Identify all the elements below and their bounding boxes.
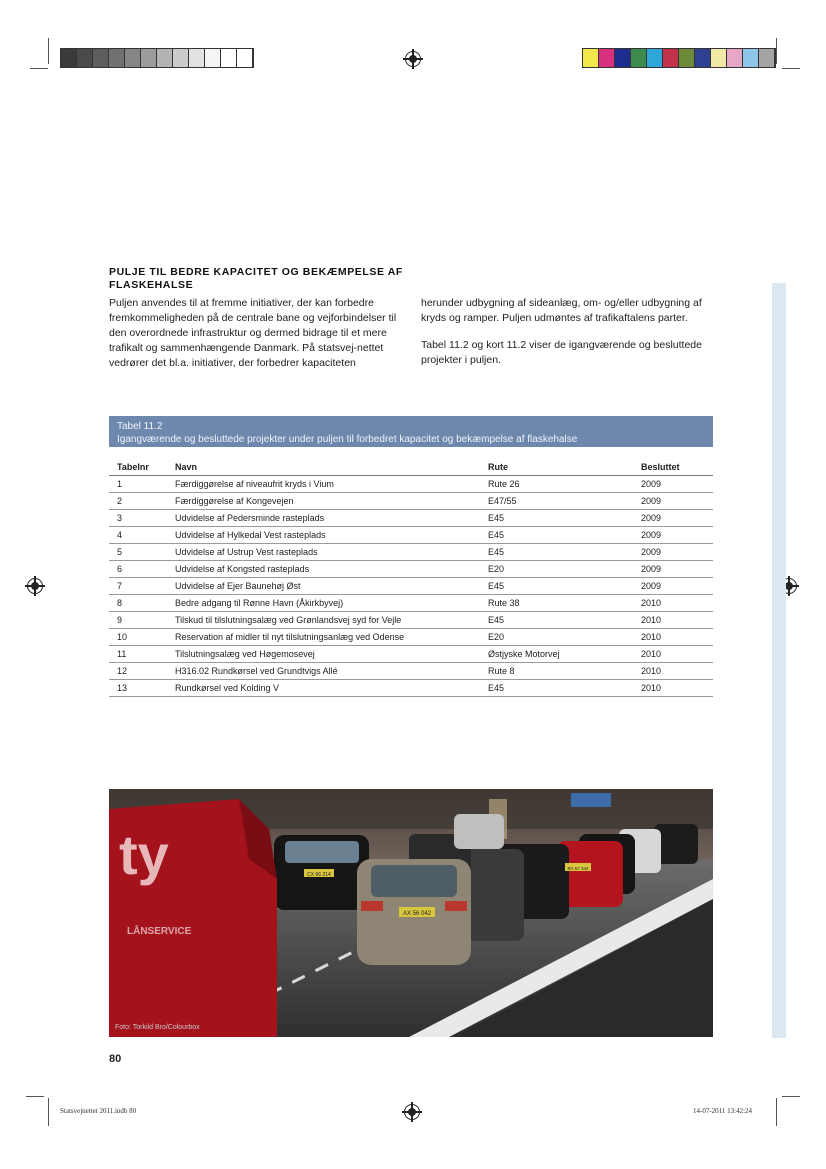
page-number: 80 — [109, 1053, 122, 1065]
table-cell: 10 — [109, 629, 167, 646]
table-cell: 1 — [109, 476, 167, 493]
table-cell: Udvidelse af Kongsted rasteplads — [167, 561, 480, 578]
calibration-swatch — [711, 49, 727, 67]
paragraph: Tabel 11.2 og kort 11.2 viser de igangværende og besluttede projekter i puljen. — [421, 339, 702, 366]
calibration-swatch — [695, 49, 711, 67]
calibration-swatch — [93, 49, 109, 67]
calibration-swatch — [173, 49, 189, 67]
body-text-right-column — [421, 296, 715, 380]
table-row — [109, 493, 713, 510]
table-row — [109, 663, 713, 680]
table-cell: 4 — [109, 527, 167, 544]
table-cell: 2009 — [633, 544, 713, 561]
table-cell: 13 — [109, 680, 167, 697]
traffic-photo-illustration — [109, 789, 713, 1037]
table-row — [109, 527, 713, 544]
calibration-swatch — [631, 49, 647, 67]
calibration-swatch — [615, 49, 631, 67]
table-cell: Rute 38 — [480, 595, 633, 612]
table-cell: H316.02 Rundkørsel ved Grundtvigs Allé — [167, 663, 480, 680]
table-cell: 9 — [109, 612, 167, 629]
table-row — [109, 612, 713, 629]
table-cell: Tilskud til tilslutningsalæg ved Grønlandsvej syd for Vejle — [167, 612, 480, 629]
calibration-swatch — [109, 49, 125, 67]
table-cell: Rute 26 — [480, 476, 633, 493]
column-header: Navn — [167, 459, 480, 476]
print-slug-right: 14-07-2011 13:42:24 — [693, 1107, 753, 1115]
table-cell: Bedre adgang til Rønne Havn (Åkirkbyvej) — [167, 595, 480, 612]
table-cell: Udvidelse af Hylkedal Vest rasteplads — [167, 527, 480, 544]
table-row — [109, 561, 713, 578]
table-cell: Udvidelse af Ustrup Vest rasteplads — [167, 544, 480, 561]
table-row — [109, 510, 713, 527]
table-cell: E45 — [480, 612, 633, 629]
table-cell: E45 — [480, 680, 633, 697]
calibration-swatch — [727, 49, 743, 67]
registration-mark-icon — [405, 51, 421, 67]
column-header: Rute — [480, 459, 633, 476]
table-label: Tabel 11.2 — [117, 421, 163, 432]
calibration-swatch — [77, 49, 93, 67]
section-heading: PULJE TIL BEDRE KAPACITET OG BEKÆMPELSE AF FLASKEHALSE — [109, 266, 403, 291]
table-row — [109, 476, 713, 493]
table-cell: 2010 — [633, 663, 713, 680]
table-cell: 2009 — [633, 561, 713, 578]
table-cell: 2010 — [633, 629, 713, 646]
table-cell: 11 — [109, 646, 167, 663]
table-cell: E45 — [480, 527, 633, 544]
column-header: Tabelnr — [109, 459, 167, 476]
calibration-swatch — [647, 49, 663, 67]
table-row — [109, 578, 713, 595]
calibration-swatch — [205, 49, 221, 67]
table-cell: Tilslutningsalæg ved Høgemosevej — [167, 646, 480, 663]
table-cell: Østjyske Motorvej — [480, 646, 633, 663]
calibration-swatch — [61, 49, 77, 67]
table-caption: Igangværende og besluttede projekter under puljen til forbedret kapacitet og bekæmpelse af flaskehalse — [117, 434, 578, 445]
table-row — [109, 544, 713, 561]
calibration-swatch — [237, 49, 253, 67]
traffic-photo — [109, 789, 713, 1037]
table-row — [109, 680, 713, 697]
table-cell: 8 — [109, 595, 167, 612]
projects-table — [109, 459, 713, 697]
license-plate: RA 57 342 — [567, 866, 589, 871]
calibration-swatch — [189, 49, 205, 67]
table-cell: 2010 — [633, 595, 713, 612]
body-text-left-column — [109, 296, 401, 383]
table-cell: E20 — [480, 561, 633, 578]
table-cell: 5 — [109, 544, 167, 561]
table-row — [109, 629, 713, 646]
table-cell: E45 — [480, 510, 633, 527]
calibration-swatch — [125, 49, 141, 67]
table-cell: 2010 — [633, 646, 713, 663]
table-cell: 3 — [109, 510, 167, 527]
van-lettering: LÅNSERVICE — [127, 926, 192, 937]
table-cell: 2009 — [633, 510, 713, 527]
calibration-swatch — [583, 49, 599, 67]
table-cell: Rundkørsel ved Kolding V — [167, 680, 480, 697]
color-calibration-strip — [582, 48, 776, 68]
license-plate: CX 66 214 — [307, 872, 331, 878]
table-cell: 2 — [109, 493, 167, 510]
table-row — [109, 646, 713, 663]
table-cell: 2009 — [633, 578, 713, 595]
svg-text:ty: ty — [119, 823, 169, 886]
table-cell: E20 — [480, 629, 633, 646]
table-cell: Færdiggørelse af niveaufrit kryds i Vium — [167, 476, 480, 493]
registration-mark-icon — [27, 578, 43, 594]
paragraph: Puljen anvendes til at fremme initiativer, der kan forbedre fremkommeligheden på de centrale bane og vejforbindelser til den overordnede infrastruktur og dermed bidrage til et mere trafikalt og sammenhængende Danmark. På statsvej-nettet vedrører det bl.a. initiativer, der forbedrer kapaciteten — [109, 297, 397, 369]
calibration-swatch — [759, 49, 775, 67]
table-cell: 12 — [109, 663, 167, 680]
table-cell: Udvidelse af Pedersminde rasteplads — [167, 510, 480, 527]
registration-mark-icon — [404, 1104, 420, 1120]
photo-credit: Foto: Torkild Bro/Colourbox — [115, 1024, 200, 1031]
table-cell: E45 — [480, 544, 633, 561]
table-cell: 2009 — [633, 493, 713, 510]
table-cell: Udvidelse af Ejer Baunehøj Øst — [167, 578, 480, 595]
margin-color-band — [772, 283, 786, 1038]
calibration-swatch — [599, 49, 615, 67]
calibration-swatch — [679, 49, 695, 67]
calibration-swatch — [141, 49, 157, 67]
table-header-row — [109, 459, 713, 476]
calibration-swatch — [663, 49, 679, 67]
table-cell: Rute 8 — [480, 663, 633, 680]
table-cell: 2009 — [633, 527, 713, 544]
table-cell: E45 — [480, 578, 633, 595]
table-cell: Reservation af midler til nyt tilslutningsanlæg ved Odense — [167, 629, 480, 646]
table-cell: 7 — [109, 578, 167, 595]
calibration-swatch — [157, 49, 173, 67]
calibration-swatch — [221, 49, 237, 67]
license-plate: AX 56 042 — [402, 911, 432, 917]
table-row — [109, 595, 713, 612]
table-cell: 2010 — [633, 612, 713, 629]
table-cell: 6 — [109, 561, 167, 578]
column-header: Besluttet — [633, 459, 713, 476]
calibration-swatch — [743, 49, 759, 67]
paragraph: herunder udbygning af sideanlæg, om- og/eller udbygning af kryds og ramper. Puljen udmøntes af trafikaftalens parter. — [421, 297, 702, 324]
gray-calibration-strip — [60, 48, 254, 68]
table-cell: 2009 — [633, 476, 713, 493]
table-cell: Færdiggørelse af Kongevejen — [167, 493, 480, 510]
table-cell: E47/55 — [480, 493, 633, 510]
table-body — [109, 476, 713, 697]
print-slug-left: Statsvejnettet 2011.indb 80 — [60, 1107, 137, 1115]
table-title-bar — [109, 416, 713, 447]
table-cell: 2010 — [633, 680, 713, 697]
